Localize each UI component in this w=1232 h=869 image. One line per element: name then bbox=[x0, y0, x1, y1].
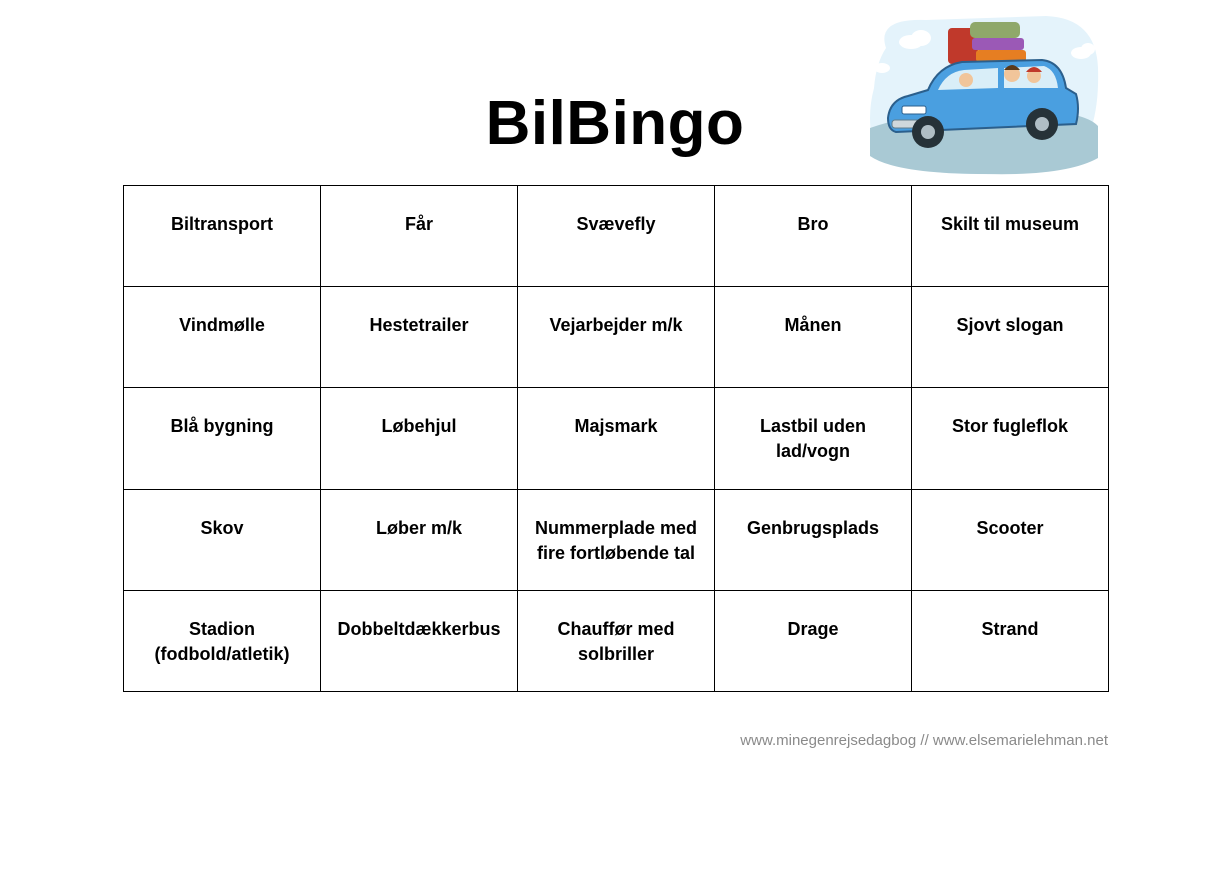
bingo-cell: Månen bbox=[715, 287, 912, 388]
bingo-cell: Genbrugsplads bbox=[715, 489, 912, 590]
bingo-cell: Nummerplade med fire fortløbende tal bbox=[518, 489, 715, 590]
bingo-cell: Får bbox=[321, 186, 518, 287]
bingo-cell: Chauffør med solbriller bbox=[518, 590, 715, 691]
bingo-cell: Lastbil uden lad/vogn bbox=[715, 388, 912, 489]
bingo-cell: Løbehjul bbox=[321, 388, 518, 489]
bingo-row bbox=[124, 388, 1109, 489]
bingo-cell: Biltransport bbox=[124, 186, 321, 287]
bingo-row bbox=[124, 489, 1109, 590]
bingo-cell: Blå bygning bbox=[124, 388, 321, 489]
footer-credit: www.minegenrejsedagbog // www.elsemarielehman.net bbox=[740, 732, 1108, 749]
bingo-row bbox=[124, 287, 1109, 388]
bingo-cell: Stor fugleflok bbox=[912, 388, 1109, 489]
bingo-cell: Sjovt slogan bbox=[912, 287, 1109, 388]
bingo-cell: Svævefly bbox=[518, 186, 715, 287]
bingo-cell: Skov bbox=[124, 489, 321, 590]
bingo-cell: Vindmølle bbox=[124, 287, 321, 388]
bingo-grid bbox=[123, 185, 1109, 692]
bingo-cell: Scooter bbox=[912, 489, 1109, 590]
bingo-cell: Majsmark bbox=[518, 388, 715, 489]
bingo-cell: Drage bbox=[715, 590, 912, 691]
bingo-cell: Stadion (fodbold/atletik) bbox=[124, 590, 321, 691]
bingo-cell: Løber m/k bbox=[321, 489, 518, 590]
bingo-cell: Bro bbox=[715, 186, 912, 287]
bingo-cell: Vejarbejder m/k bbox=[518, 287, 715, 388]
family-car-illustration bbox=[866, 8, 1100, 178]
bingo-cell: Hestetrailer bbox=[321, 287, 518, 388]
bingo-row bbox=[124, 590, 1109, 691]
bingo-row bbox=[124, 186, 1109, 287]
bingo-cell: Strand bbox=[912, 590, 1109, 691]
bingo-cell: Dobbeltdækkerbus bbox=[321, 590, 518, 691]
bingo-cell: Skilt til museum bbox=[912, 186, 1109, 287]
page-title: BilBingo bbox=[485, 89, 745, 158]
